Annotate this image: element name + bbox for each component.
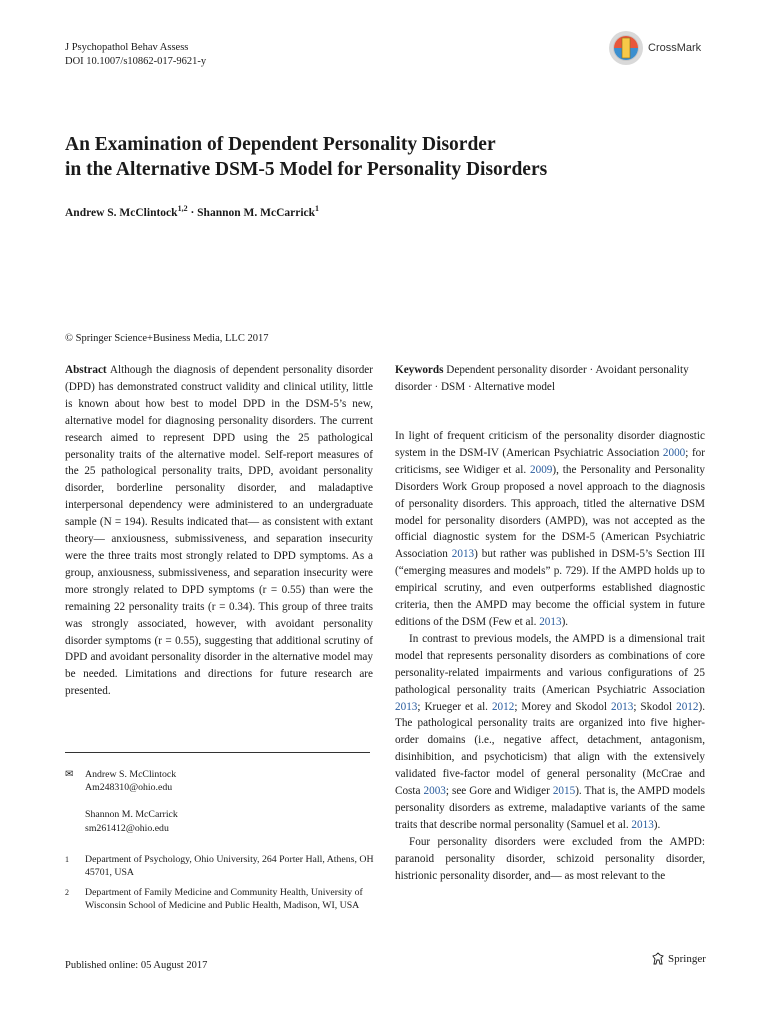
- author-2[interactable]: Shannon M. McCarrick: [197, 206, 316, 219]
- affiliation-text: Department of Psychology, Ohio University, 264 Porter Hall, Athens, OH 45701, USA: [85, 854, 374, 879]
- citation-link[interactable]: 2013: [631, 818, 654, 831]
- intro-text: ; for criticisms, see Widiger et al.: [395, 446, 705, 476]
- citation-link[interactable]: 2003: [423, 785, 446, 798]
- author-separator: ·: [187, 206, 198, 219]
- introduction: [395, 428, 705, 884]
- intro-text: In contrast to previous models, the AMPD is a dimensional trait model that represents personality disorders as combinations of core personality-related impairments and various configurations of 25 pathological personality traits (American Psychiatric Association: [395, 632, 705, 696]
- abstract-label: Abstract: [65, 364, 107, 376]
- keywords-text: Dependent personality disorder · Avoidant personality disorder · DSM · Alternative model: [395, 364, 689, 393]
- journal-header: [65, 41, 206, 69]
- doi[interactable]: DOI 10.1007/s10862-017-9621-y: [65, 56, 207, 67]
- copyright-notice: © Springer Science+Business Media, LLC 2017: [65, 333, 269, 344]
- contact-name-2: Shannon M. McCarrick: [85, 809, 178, 821]
- article-title: [65, 132, 705, 182]
- intro-text: ) but rather was published in DSM-5’s Section III (“emerging measures and models” p. 729). If the AMPD holds up to empirical scrutiny, and even outperforms established diagnostic criteria, then the AMPD may become the official system in future editions of the DSM (Few et al.: [395, 548, 705, 628]
- springer-horse-icon: [651, 952, 665, 966]
- journal-name: J Psychopathol Behav Assess: [65, 42, 189, 53]
- citation-link[interactable]: 2012: [676, 700, 699, 713]
- crossmark-label: CrossMark: [648, 42, 702, 54]
- corresponding-authors: [65, 768, 375, 835]
- crossmark-icon: [608, 30, 644, 66]
- abstract: [65, 362, 373, 700]
- keywords-label: Keywords: [395, 364, 444, 376]
- contact-name-1: Andrew S. McClintock: [85, 769, 177, 780]
- author-2-affil: 1: [315, 204, 320, 213]
- intro-paragraph-2: [395, 631, 705, 834]
- author-1-affil: 1,2: [177, 204, 188, 213]
- intro-paragraph-1: [395, 428, 705, 631]
- intro-text: ). The pathological personality traits are organized into five higher-order domains (i.e., negative affect, detachment, antagonism, disinhibition, and psychoticism) that align with the extensively validated five-factor model of general personality (McCrae and Costa: [395, 700, 705, 798]
- citation-link[interactable]: 2012: [491, 700, 515, 713]
- intro-paragraph-3: Four personality disorders were excluded from the AMPD: paranoid personality disorder, schizoid personality disorder, histrionic personality disorder, and— as most relevant to the: [395, 835, 705, 882]
- publisher-name: Springer: [668, 953, 706, 965]
- intro-text: ; Krueger et al.: [417, 700, 492, 713]
- intro-text: ), the Personality and Personality Disorders Work Group proposed a novel approach to the diagnosis of personality disorders. This approach, titled the alternative DSM model for personality disorders (AMPD), was not accepted as the official diagnostic system for the DSM-5 (American Psychiatric Association: [395, 463, 705, 561]
- keywords: [395, 362, 705, 396]
- citation-link[interactable]: 2013: [610, 700, 634, 713]
- title-line-2: in the Alternative DSM-5 Model for Personality Disorders: [65, 159, 548, 180]
- footnote-divider: [65, 752, 370, 753]
- citation-link[interactable]: 2013: [451, 548, 475, 561]
- intro-text: ).: [561, 615, 569, 628]
- contact-email-1[interactable]: Am248310@ohio.edu: [85, 782, 173, 794]
- crossmark-badge[interactable]: [608, 30, 701, 66]
- affiliation-number: 1: [65, 855, 69, 864]
- citation-link[interactable]: 2013: [395, 700, 418, 713]
- citation-link[interactable]: 2009: [530, 463, 553, 476]
- affiliation-1: [65, 853, 375, 879]
- envelope-icon: ✉: [65, 769, 74, 780]
- intro-text: ; Morey and Skodol: [514, 700, 611, 713]
- springer-logo[interactable]: [651, 952, 706, 966]
- title-line-1: An Examination of Dependent Personality Disorder: [65, 134, 496, 155]
- intro-text: ; see Gore and Widiger: [445, 785, 553, 798]
- author-list: [65, 204, 319, 219]
- intro-text: ). That is, the AMPD models personality disorders as extreme, maladaptive variants of the same traits that describe normal personality (Samuel et al.: [395, 785, 706, 831]
- citation-link[interactable]: 2000: [662, 446, 686, 459]
- affiliation-2: [65, 886, 375, 912]
- contact-email-2[interactable]: sm261412@ohio.edu: [85, 822, 169, 834]
- intro-text: ; Skodol: [633, 700, 677, 713]
- affiliation-text: Department of Family Medicine and Community Health, University of Wisconsin School of Medicine and Public Health, Madison, WI, USA: [85, 887, 363, 912]
- author-1[interactable]: Andrew S. McClintock: [65, 206, 178, 219]
- citation-link[interactable]: 2015: [552, 785, 576, 798]
- intro-text: ).: [653, 818, 661, 831]
- citation-link[interactable]: 2013: [539, 615, 562, 628]
- affiliation-number: 2: [65, 888, 69, 897]
- published-date: Published online: 05 August 2017: [65, 960, 208, 971]
- intro-text: In light of frequent criticism of the personality disorder diagnostic system in the DSM-IV (American Psychiatric Association: [395, 430, 705, 459]
- abstract-text: Although the diagnosis of dependent personality disorder (DPD) has demonstrated construct validity and clinical utility, little is known about how best to model DPD in the DSM-5’s new, alternative model for diagnosing personality disorders. The current research aimed to represent DPD using the 25 pathological personality traits of the alternative model. Self-report measures of the 25 pathological personality traits, DPD, avoidant personality disorder, borderline personality disorder, and maladaptive interpersonal dependency were administered to an undergraduate sample (N = 194). Results indicated that— as consistent with extant theory— anxiousness, submissiveness, and separation insecurity were the three traits most strongly related to DPD symptoms. As a group, anxiousness, submissiveness, and separation insecurity were more strongly related to DPD symptoms (r = 0.55) than were the remaining 22 personality traits (r = 0.34). This group of three traits was strongly associated, however, with avoidant personality disorder symptoms (r = 0.55), suggesting that additional scrutiny of DPD and avoidant personality disorder in the alternative model may be needed. Limitations and directions for future research are presented.: [65, 364, 374, 698]
